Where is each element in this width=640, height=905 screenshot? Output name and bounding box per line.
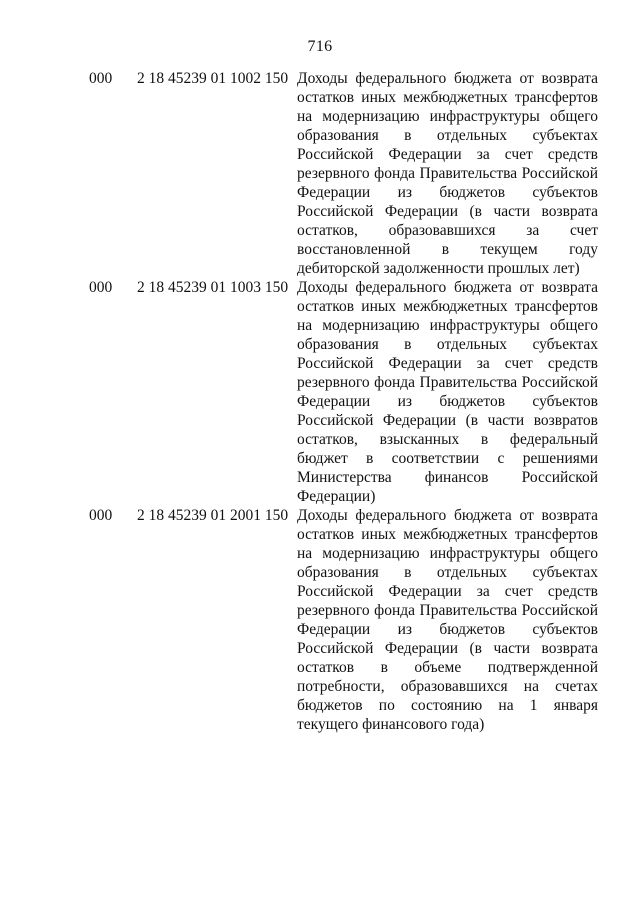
income-description: Доходы федерального бюджета от возврата остатков иных межбюджетных трансфертов на модернизацию инфраструктуры общего образования в отдельных субъектах Российской Федерации за счет средств резервного фонда Правительства Российской Федерации из бюджетов субъектов Российской Федерации (в части возвратов остатков, взысканных в федеральный бюджет в соответствии с решениями Министерства финансов Российской Федерации)	[297, 279, 598, 505]
admin-code: 000	[89, 279, 113, 296]
table-row	[0, 69, 640, 278]
income-description: Доходы федерального бюджета от возврата остатков иных межбюджетных трансфертов на модернизацию инфраструктуры общего образования в отдельных субъектах Российской Федерации за счет средств резервного фонда Правительства Российской Федерации из бюджетов субъектов Российской Федерации (в части возврата остатков в объеме подтвержденной потребности, образовавшихся на счетах бюджетов по состоянию на 1 января текущего финансового года)	[297, 507, 598, 733]
admin-code: 000	[89, 507, 113, 524]
income-description: Доходы федерального бюджета от возврата остатков иных межбюджетных трансфертов на модернизацию инфраструктуры общего образования в отдельных субъектах Российской Федерации за счет средств резервного фонда Правительства Российской Федерации из бюджетов субъектов Российской Федерации (в части возврата остатков, образовавшихся за счет восстановленной в текущем году дебиторской задолженности прошлых лет)	[297, 70, 598, 277]
budget-codes-table	[0, 69, 640, 734]
page-number: 716	[307, 38, 333, 55]
budget-classification-code: 2 18 45239 01 2001 150	[137, 507, 289, 524]
budget-classification-code: 2 18 45239 01 1003 150	[137, 279, 289, 296]
admin-code: 000	[89, 70, 113, 87]
table-row	[0, 278, 640, 506]
budget-classification-code: 2 18 45239 01 1002 150	[137, 70, 289, 87]
table-row	[0, 506, 640, 734]
